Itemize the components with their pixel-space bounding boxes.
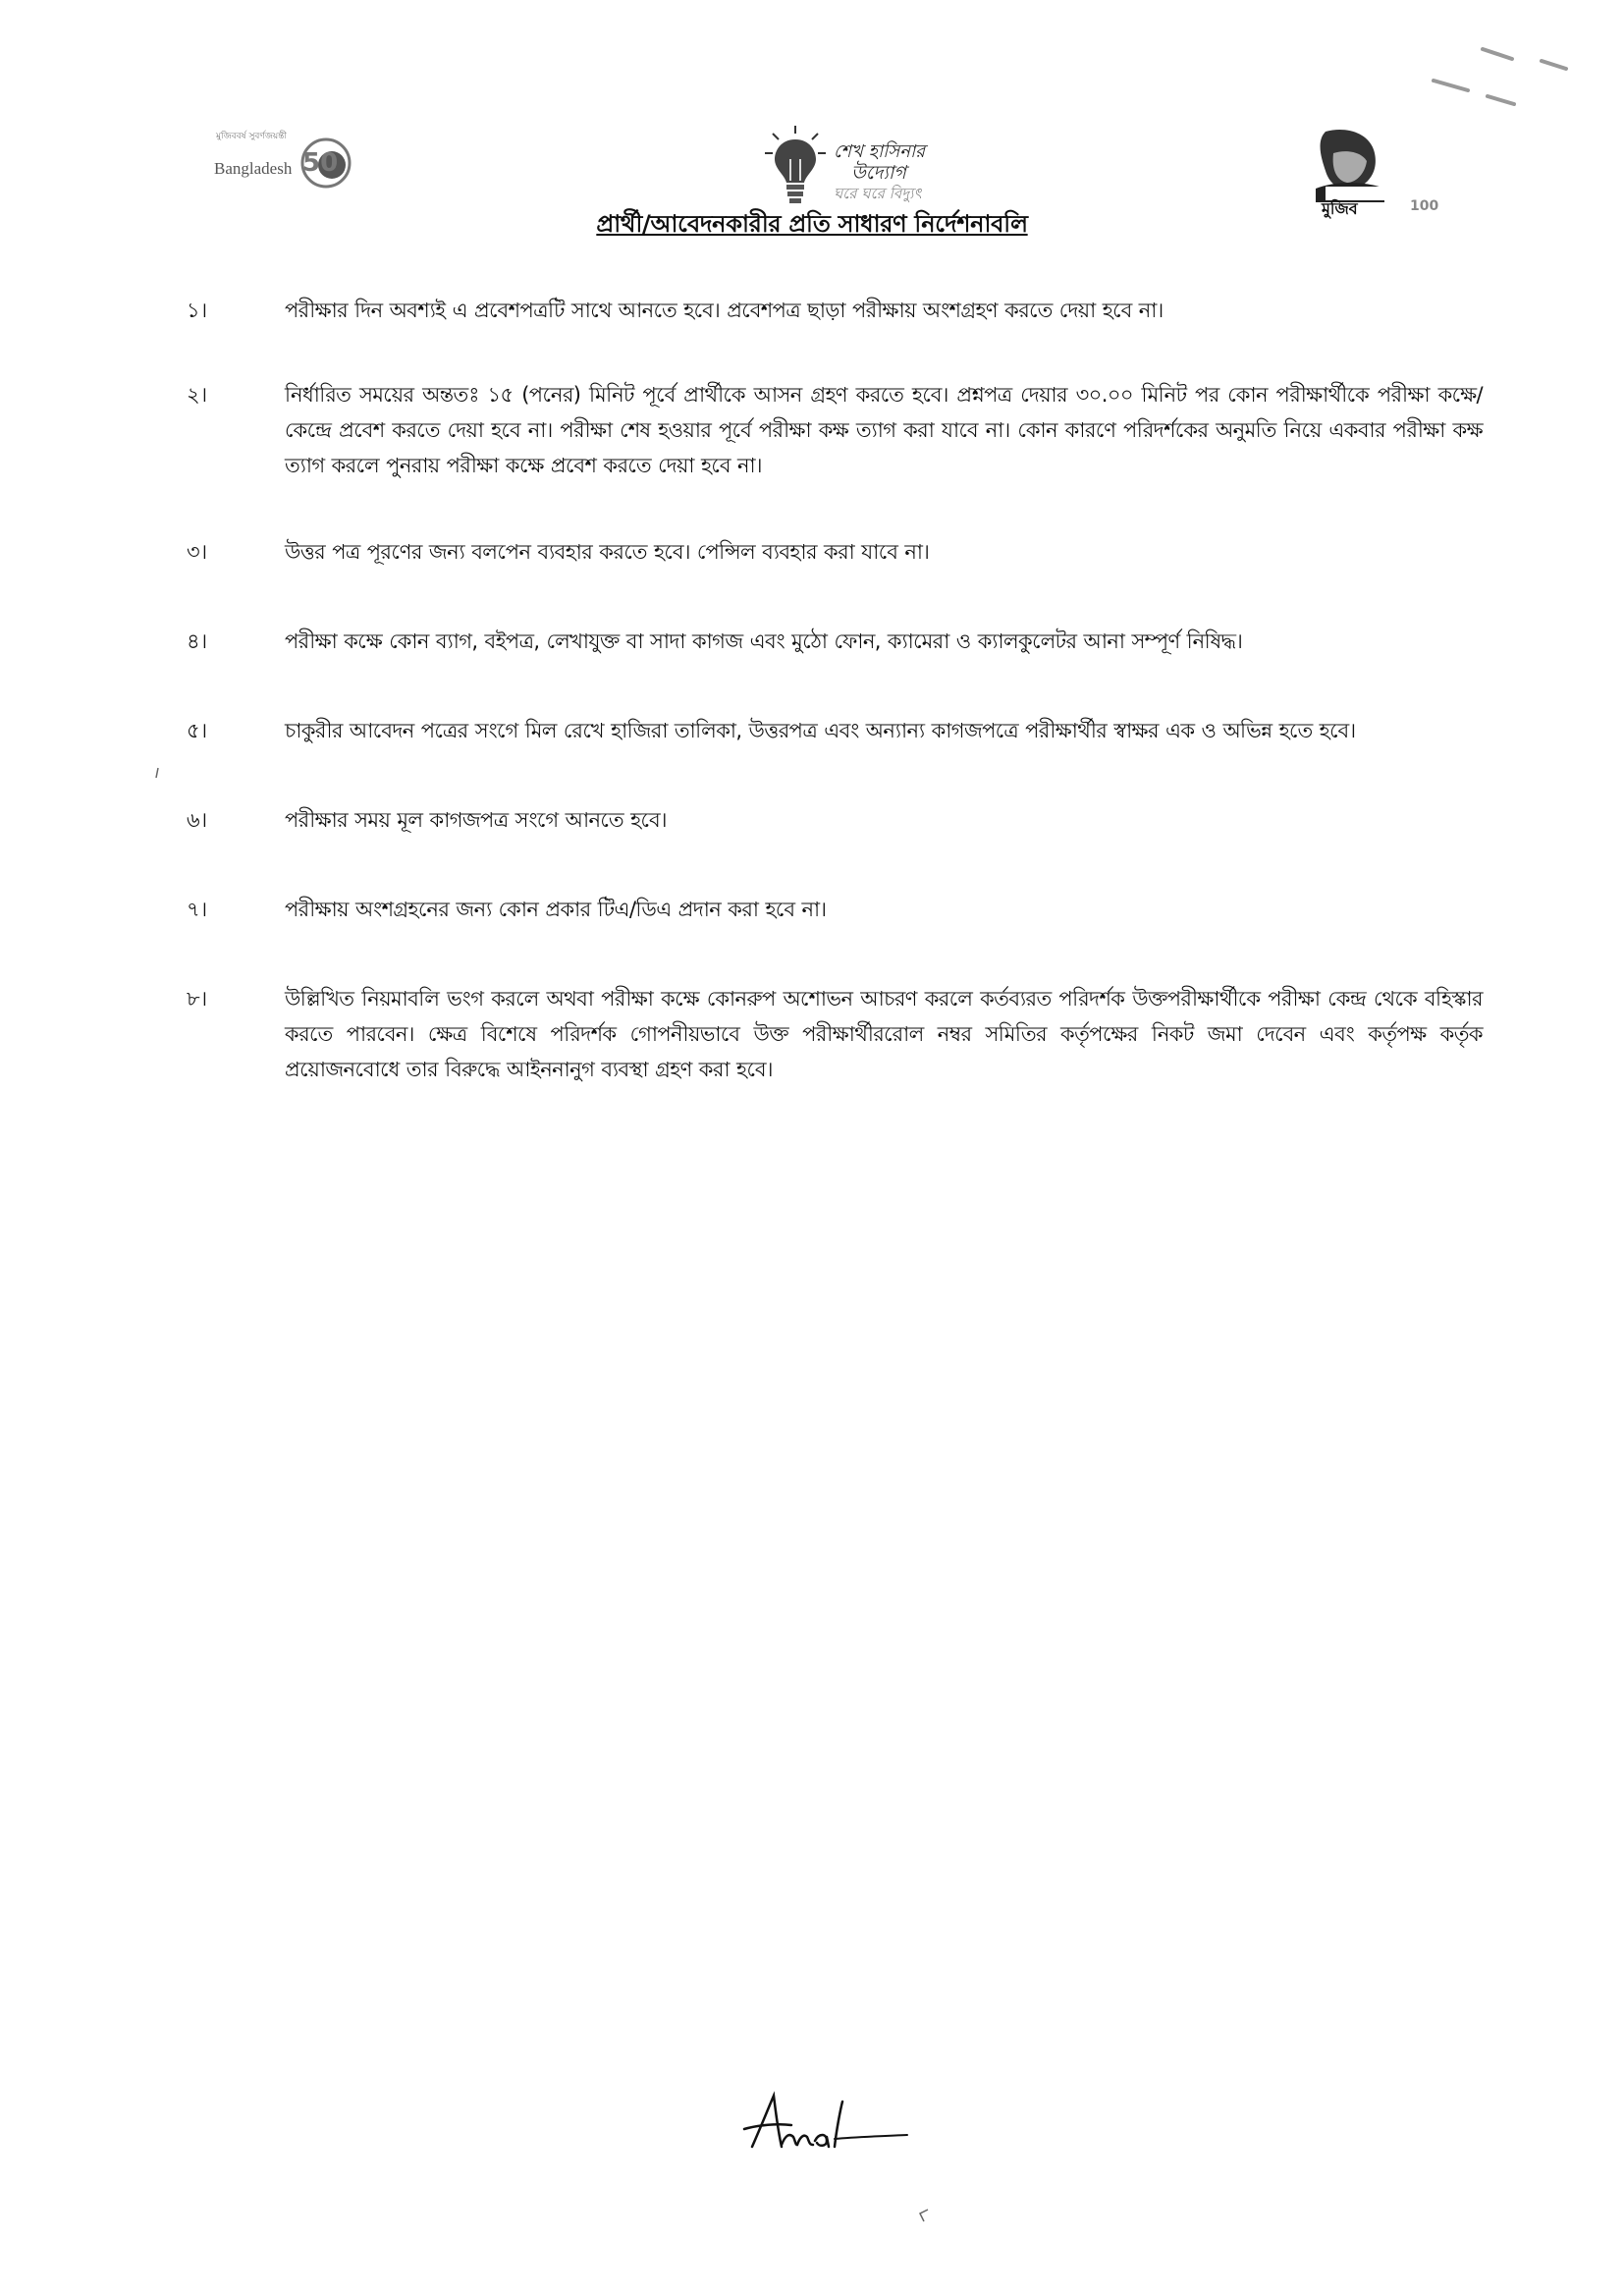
instruction-item — [187, 713, 1483, 748]
instruction-text: পরীক্ষার সময় মূল কাগজপত্র সংগে আনতে হবে। — [285, 808, 667, 832]
logo-center-line3: ঘরে ঘরে বিদ্যুৎ — [834, 185, 922, 202]
page-title: প্রার্থী/আবেদনকারীর প্রতি সাধারণ নির্দেশনাবলি — [596, 210, 1028, 238]
bangladesh-50-logo — [210, 130, 348, 198]
instruction-number: ৭। — [187, 898, 208, 921]
logo-right-number: 100 — [1410, 198, 1439, 214]
instruction-number: ৮। — [187, 987, 208, 1011]
instruction-text: পরীক্ষা কক্ষে কোন ব্যাগ, বইপত্র, লেখাযুক্ত বা সাদা কাগজ এবং মুঠো ফোন, ক্যামেরা ও ক্যালকুলেটর আনা সম্পূর্ণ নিষিদ্ধ। — [285, 629, 1243, 653]
instruction-item — [187, 802, 1483, 838]
instruction-text: উত্তর পত্র পূরণের জন্য বলপেন ব্যবহার করতে হবে। পেন্সিল ব্যবহার করা যাবে না। — [285, 540, 930, 564]
handwritten-signature — [738, 2090, 915, 2159]
instruction-number: ২। — [187, 383, 208, 407]
instruction-item — [187, 293, 1483, 328]
logo-left-number: 50 — [302, 148, 339, 178]
instruction-item — [187, 892, 1483, 927]
corner-dash-marks — [1424, 39, 1600, 128]
instruction-text: নির্ধারিত সময়ের অন্ততঃ ১৫ (পনের) মিনিট পূর্বে প্রার্থীকে আসন গ্রহণ করতে হবে। প্রশ্নপত্র দেয়ার ৩০.০০ মিনিট পর কোন পরীক্ষার্থীকে পরীক্ষা কক্ষে/কেন্দ্রে প্রবেশ করতে দেয়া হবে না। পরীক্ষা শেষ হওয়ার পূর্বে পরীক্ষা কক্ষ ত্যাগ করা যাবে না। কোন কারণে পরিদর্শকের অনুমতি নিয়ে একবার পরীক্ষা কক্ষ ত্যাগ করলে পুনরায় পরীক্ষা কক্ষে প্রবেশ করতে দেয়া হবে না। — [285, 383, 1483, 477]
logo-left-brand: Bangladesh — [214, 159, 293, 178]
logo-right-label: মুজিব — [1322, 199, 1358, 218]
instruction-number: ৬। — [187, 808, 208, 832]
instructions-list — [187, 293, 1483, 1087]
instruction-item — [187, 377, 1483, 483]
instruction-number: ১। — [187, 299, 208, 322]
stray-scan-mark — [916, 2208, 932, 2223]
instruction-number: ৩। — [187, 540, 208, 564]
instruction-text: উল্লিখিত নিয়মাবলি ভংগ করলে অথবা পরীক্ষা কক্ষে কোনরুপ অশোভন আচরণ করলে কর্তব্যরত পরিদর্শক উক্তপরীক্ষার্থীকে পরীক্ষা কেন্দ্র থেকে বহিস্কার করতে পারবেন। ক্ষেত্র বিশেষে পরিদর্শক গোপনীয়ভাবে উক্ত পরীক্ষার্থীররোল নম্বর সমিতির কর্তৃপক্ষের নিকট জমা দেবেন এবং কর্তৃপক্ষ কর্তৃক প্রয়োজনবোধে তার বিরুদ্ধে আইননানুগ ব্যবস্থা গ্রহণ করা হবে। — [285, 987, 1483, 1081]
instruction-item — [187, 534, 1483, 570]
golden-jubilee-emblem-icon — [297, 134, 355, 192]
portrait-icon — [1286, 124, 1424, 202]
logo-left-mini-text: মুজিববর্ষ সুবর্ণজয়ন্তী — [216, 132, 287, 141]
instruction-item — [187, 624, 1483, 659]
logo-center-line1: শেখ হাসিনার — [834, 141, 926, 162]
instruction-text: পরীক্ষায় অংশগ্রহনের জন্য কোন প্রকার টিএ/ডিএ প্রদান করা হবে না। — [285, 898, 827, 921]
light-bulb-icon — [761, 124, 830, 208]
instruction-number: ৫। — [187, 719, 208, 742]
instruction-number: ৪। — [187, 629, 208, 653]
logo-center-line2: উদ্যোগ — [851, 162, 906, 184]
instruction-item — [187, 981, 1483, 1087]
sheikh-hasina-initiative-logo — [761, 124, 1016, 212]
instruction-text: পরীক্ষার দিন অবশ্যই এ প্রবেশপত্রটি সাথে আনতে হবে। প্রবেশপত্র ছাড়া পরীক্ষায় অংশগ্রহণ করতে দেয়া হবে না। — [285, 299, 1164, 322]
instruction-text: চাকুরীর আবেদন পত্রের সংগে মিল রেখে হাজিরা তালিকা, উত্তরপত্র এবং অন্যান্য কাগজপত্রে পরীক্ষার্থীর স্বাক্ষর এক ও অভিন্ন হতে হবে। — [285, 719, 1356, 742]
stray-margin-mark — [152, 766, 162, 780]
